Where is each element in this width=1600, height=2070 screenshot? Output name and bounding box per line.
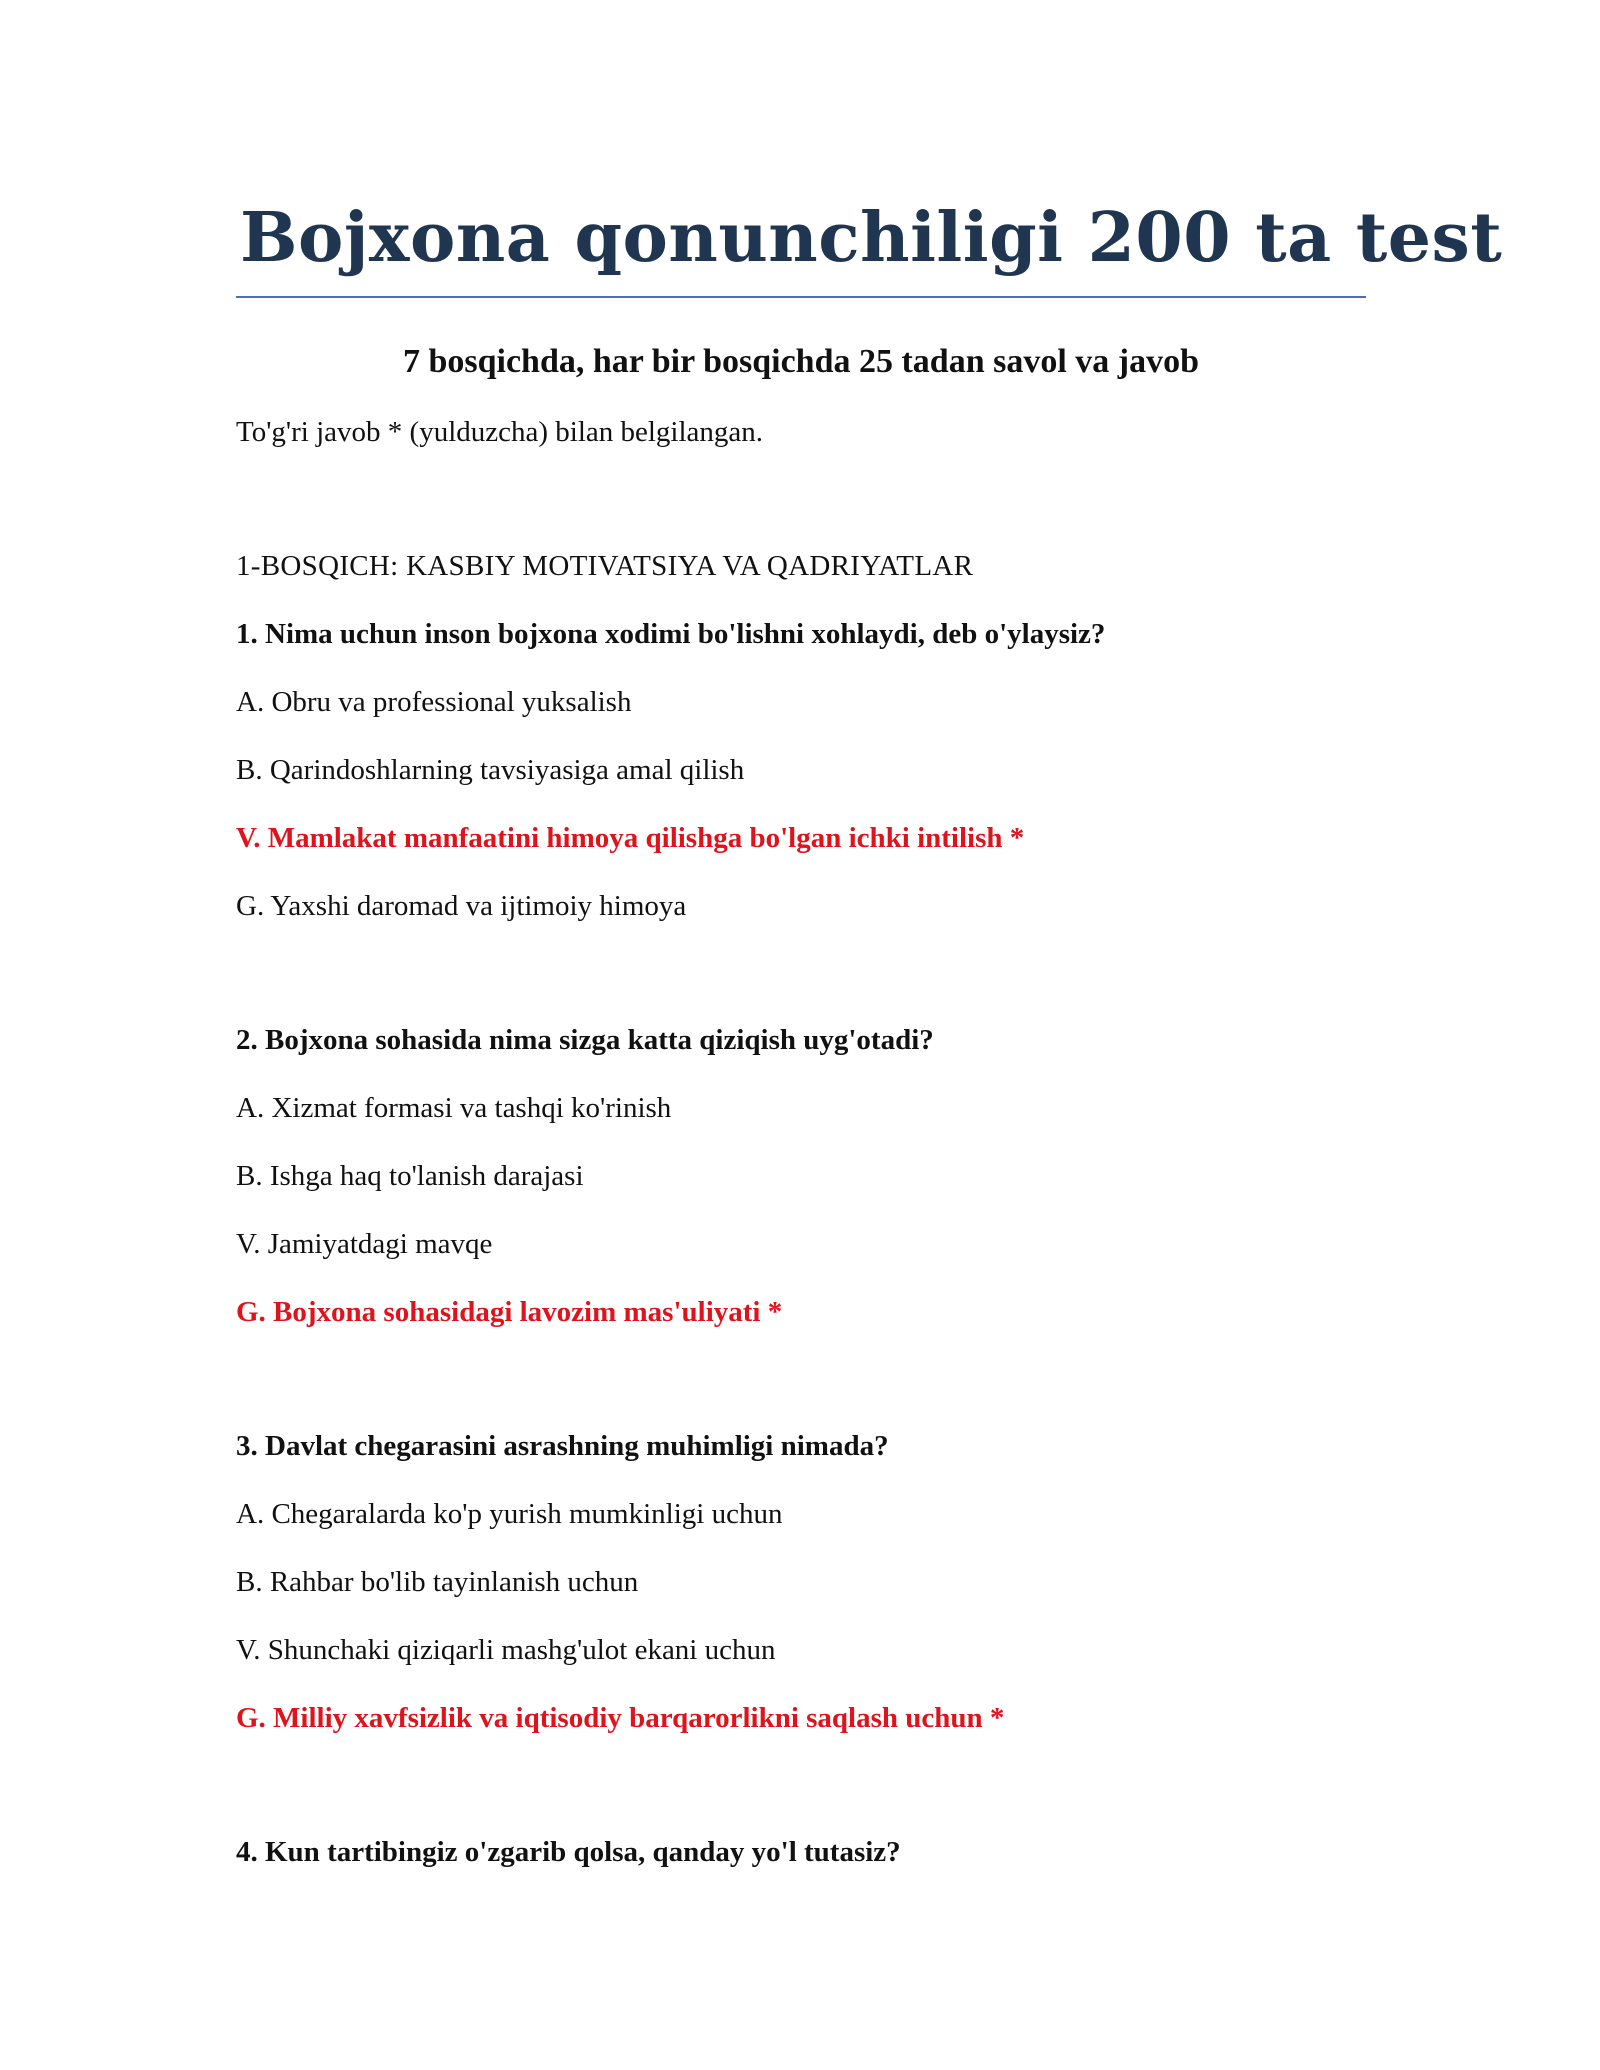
answer-option: V. Jamiyatdagi mavqe <box>236 1228 493 1260</box>
question-block <box>236 1426 1366 1738</box>
correct-answer-option: G. Milliy xavfsizlik va iqtisodiy barqarorlikni saqlash uchun * <box>236 1702 1005 1734</box>
question-spacer <box>236 1738 1366 1832</box>
stage-heading: 1-BOSQICH: KASBIY MOTIVATSIYA VA QADRIYATLAR <box>236 550 974 582</box>
answer-option: V. Shunchaki qiziqarli mashg'ulot ekani uchun <box>236 1634 776 1666</box>
answer-option: G. Yaxshi daromad va ijtimoiy himoya <box>236 890 687 922</box>
question-text: 2. Bojxona sohasida nima sizga katta qiziqish uyg'otadi? <box>236 1024 934 1056</box>
answer-key-note: To'g'ri javob * (yulduzcha) bilan belgilangan. <box>236 416 764 448</box>
question-text: 1. Nima uchun inson bojxona xodimi bo'lishni xohlaydi, deb o'ylaysiz? <box>236 618 1106 650</box>
question-list <box>236 614 1366 1872</box>
answer-option: A. Obru va professional yuksalish <box>236 686 632 718</box>
question-spacer <box>236 1332 1366 1426</box>
document-content <box>236 188 1503 1872</box>
answer-option: A. Chegaralarda ko'p yurish mumkinligi uchun <box>236 1498 783 1530</box>
question-block <box>236 1020 1366 1332</box>
question-text: 3. Davlat chegarasini asrashning muhimligi nimada? <box>236 1430 889 1462</box>
question-text: 4. Kun tartibingiz o'zgarib qolsa, qanday yo'l tutasiz? <box>236 1836 901 1868</box>
answer-option: B. Ishga haq to'lanish darajasi <box>236 1160 584 1192</box>
document-subtitle: 7 bosqichda, har bir bosqichda 25 tadan savol va javob <box>402 343 1200 380</box>
answer-option: A. Xizmat formasi va tashqi ko'rinish <box>236 1092 672 1124</box>
title-underline <box>236 296 1366 298</box>
answer-option: B. Rahbar bo'lib tayinlanish uchun <box>236 1566 639 1598</box>
answer-option: B. Qarindoshlarning tavsiyasiga amal qilish <box>236 754 745 786</box>
question-block <box>236 1832 1366 1872</box>
question-spacer <box>236 926 1366 1020</box>
correct-answer-option: V. Mamlakat manfaatini himoya qilishga bo'lgan ichki intilish * <box>236 822 1025 854</box>
question-block <box>236 614 1366 926</box>
correct-answer-option: G. Bojxona sohasidagi lavozim mas'uliyati * <box>236 1296 783 1328</box>
document-title: Bojxona qonunchiligi 200 ta test <box>240 198 1503 278</box>
